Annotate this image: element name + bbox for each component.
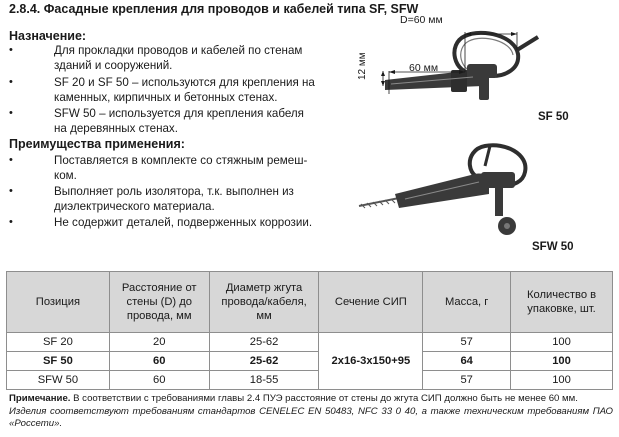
purpose-item-line: SF 20 и SF 50 – используются для крепления на	[54, 76, 315, 89]
header-line: провода/кабеля,	[221, 296, 307, 308]
sf50-caption: SF 50	[538, 111, 569, 123]
cell-position: SFW 50	[7, 371, 110, 390]
table-header-row	[7, 272, 613, 333]
sf50-drawing	[355, 14, 545, 114]
page-title: 2.8.4. Фасадные крепления для проводов и кабелей типа SF, SFW	[9, 2, 419, 16]
advantage-item-line: ком.	[54, 169, 77, 182]
cell-diameter: 25-62	[209, 333, 319, 352]
purpose-item	[9, 75, 331, 105]
bullet-icon: •	[9, 107, 13, 119]
header-line: Диаметр жгута	[225, 282, 303, 294]
cell-mass: 64	[423, 352, 511, 371]
cell-mass: 57	[423, 333, 511, 352]
advantage-item	[9, 153, 331, 183]
cell-distance: 20	[109, 333, 209, 352]
purpose-heading: Назначение:	[9, 29, 87, 43]
purpose-item-line: зданий и сооружений.	[54, 59, 173, 72]
standards-note: Изделия соответствуют требованиям стандартов CENELEC EN 50483, NFC 33 0 40, а также техническим требованиям ПАО «Россети».	[9, 406, 613, 429]
cell-diameter: 25-62	[209, 352, 319, 371]
bullet-icon: •	[9, 76, 13, 88]
table-row	[7, 333, 613, 352]
purpose-item-line: Для прокладки проводов и кабелей по стенам	[54, 44, 303, 57]
table-row	[7, 371, 613, 390]
purpose-item	[9, 106, 331, 136]
advantage-item-line: Выполняет роль изолятора, т.к. выполнен из	[54, 185, 294, 198]
dim-length-label: 60 мм	[409, 62, 439, 74]
specs-table	[6, 271, 613, 390]
dim-height-label: 12 мм	[357, 52, 368, 80]
note-label: Примечание.	[9, 393, 71, 404]
bullet-icon: •	[9, 216, 13, 228]
header-line: Сечение СИП	[334, 296, 407, 308]
advantage-item	[9, 184, 331, 214]
header-line: мм	[256, 310, 272, 322]
advantage-item-line: диэлектрического материала.	[54, 200, 215, 213]
header-line: стены (D) до	[126, 296, 192, 308]
sfw50-drawing	[355, 136, 535, 246]
table-row	[7, 352, 613, 371]
header-distance	[109, 272, 209, 333]
note	[9, 393, 613, 405]
header-qty	[511, 272, 613, 333]
advantages-heading: Преимущества применения:	[9, 137, 185, 151]
header-line: Расстояние от	[121, 282, 197, 294]
cell-qty: 100	[511, 333, 613, 352]
cell-sip: 2х16-3х150+95	[319, 333, 423, 390]
cell-position: SF 20	[7, 333, 110, 352]
advantage-item-line: Не содержит деталей, подверженных коррозии.	[54, 216, 313, 229]
advantage-item-line: Поставляется в комплекте со стяжным ремеш-	[54, 154, 308, 167]
cell-position: SF 50	[7, 352, 110, 371]
bullet-icon: •	[9, 154, 13, 166]
header-line: Позиция	[35, 296, 81, 308]
cell-qty: 100	[511, 352, 613, 371]
dim-d-label: D=60 мм	[400, 14, 443, 26]
header-line: Количество в	[526, 289, 597, 301]
bullet-icon: •	[9, 44, 13, 56]
header-line: провода, мм	[126, 310, 192, 322]
purpose-item-line: каменных, кирпичных и бетонных стенах.	[54, 91, 278, 104]
cell-distance: 60	[109, 371, 209, 390]
cell-mass: 57	[423, 371, 511, 390]
cell-diameter: 18-55	[209, 371, 319, 390]
purpose-item-line: на деревянных стенах.	[54, 122, 178, 135]
advantage-item	[9, 215, 331, 230]
header-mass	[423, 272, 511, 333]
header-line: Масса, г	[444, 296, 489, 308]
cell-qty: 100	[511, 371, 613, 390]
sfw50-caption: SFW 50	[532, 241, 574, 253]
purpose-item	[9, 43, 331, 73]
header-line: упаковке, шт.	[527, 303, 596, 315]
note-text: В соответствии с требованиями главы 2.4 ПУЭ расстояние от стены до жгута СИП должно быть не менее 60 мм.	[70, 393, 578, 404]
header-sip	[319, 272, 423, 333]
bullet-icon: •	[9, 185, 13, 197]
header-diameter	[209, 272, 319, 333]
cell-distance: 60	[109, 352, 209, 371]
purpose-item-line: SFW 50 – используется для крепления кабеля	[54, 107, 304, 120]
header-position	[7, 272, 110, 333]
